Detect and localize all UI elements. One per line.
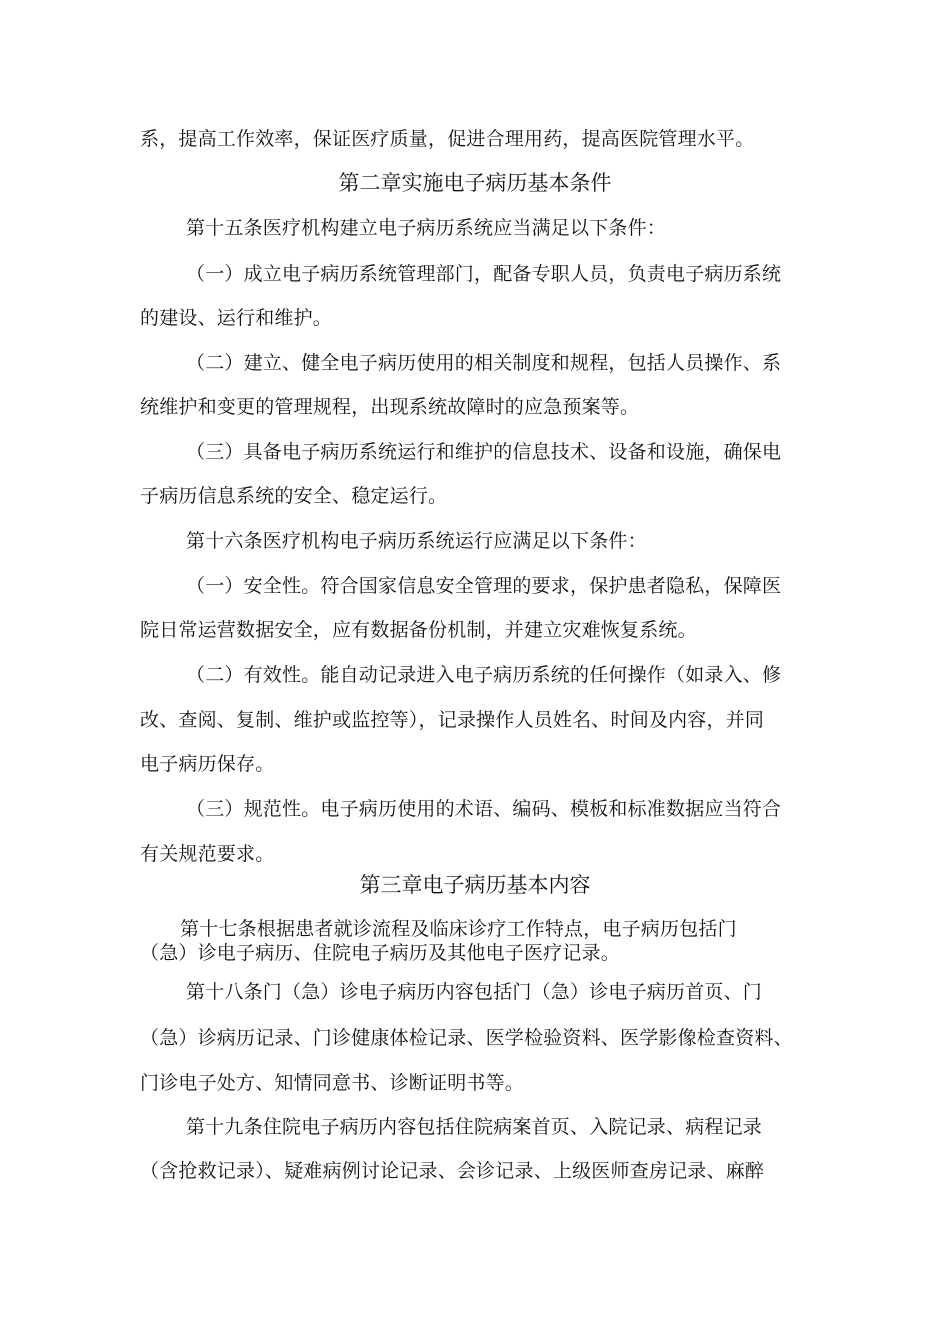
paragraph-line: （含抢救记录）、疑难病例讨论记录、会诊记录、上级医师查房记录、麻醉	[140, 1160, 765, 1182]
paragraph-line: 子病历信息系统的安全、稳定运行。	[140, 485, 448, 507]
paragraph-line: （一）安全性。符合国家信息安全管理的要求，保护患者隐私，保障医	[186, 575, 782, 597]
paragraph-line: 第十八条门（急）诊电子病历内容包括门（急）诊电子病历首页、门	[186, 981, 763, 1003]
paragraph-line: （二）有效性。能自动记录进入电子病历系统的任何操作（如录入、修	[186, 664, 782, 686]
chapter-heading: 第三章电子病历基本内容	[359, 873, 591, 897]
paragraph-line: 第十七条根据患者就诊流程及临床诊疗工作特点，电子病历包括门	[180, 918, 737, 940]
paragraph-line: 统维护和变更的管理规程，出现系统故障时的应急预案等。	[140, 396, 640, 418]
paragraph-line: 的建设、运行和维护。	[140, 307, 333, 329]
paragraph-line: 系，提高工作效率，保证医疗质量，促进合理用药，提高医院管理水平。	[140, 128, 755, 150]
paragraph-line: （三）具备电子病历系统运行和维护的信息技术、设备和设施，确保电	[186, 441, 782, 463]
paragraph-line: 电子病历保存。	[140, 753, 275, 775]
paragraph-line: （急）诊电子病历、住院电子病历及其他电子医疗记录。	[140, 942, 621, 964]
paragraph-line: 第十六条医疗机构电子病历系统运行应满足以下条件：	[186, 530, 647, 552]
paragraph-line: 第十五条医疗机构建立电子病历系统应当满足以下条件：	[186, 217, 667, 239]
paragraph-line: 门诊电子处方、知情同意书、诊断证明书等。	[140, 1072, 525, 1094]
paragraph-line: 有关规范要求。	[140, 843, 275, 865]
paragraph-line: （二）建立、健全电子病历使用的相关制度和规程，包括人员操作、系	[186, 352, 782, 374]
paragraph-line: （急）诊病历记录、门诊健康体检记录、医学检验资料、医学影像检查资料、	[140, 1027, 793, 1049]
paragraph-line: 院日常运营数据安全，应有数据备份机制，并建立灾难恢复系统。	[140, 619, 697, 641]
chapter-heading: 第二章实施电子病历基本条件	[338, 171, 612, 195]
paragraph-line: 改、查阅、复制、维护或监控等），记录操作人员姓名、时间及内容，并同	[140, 709, 765, 731]
paragraph-line: 第十九条住院电子病历内容包括住院病案首页、入院记录、病程记录	[186, 1116, 763, 1138]
paragraph-line: （三）规范性。电子病历使用的术语、编码、模板和标准数据应当符合	[186, 798, 782, 820]
paragraph-line: （一）成立电子病历系统管理部门，配备专职人员，负责电子病历系统	[186, 263, 782, 285]
